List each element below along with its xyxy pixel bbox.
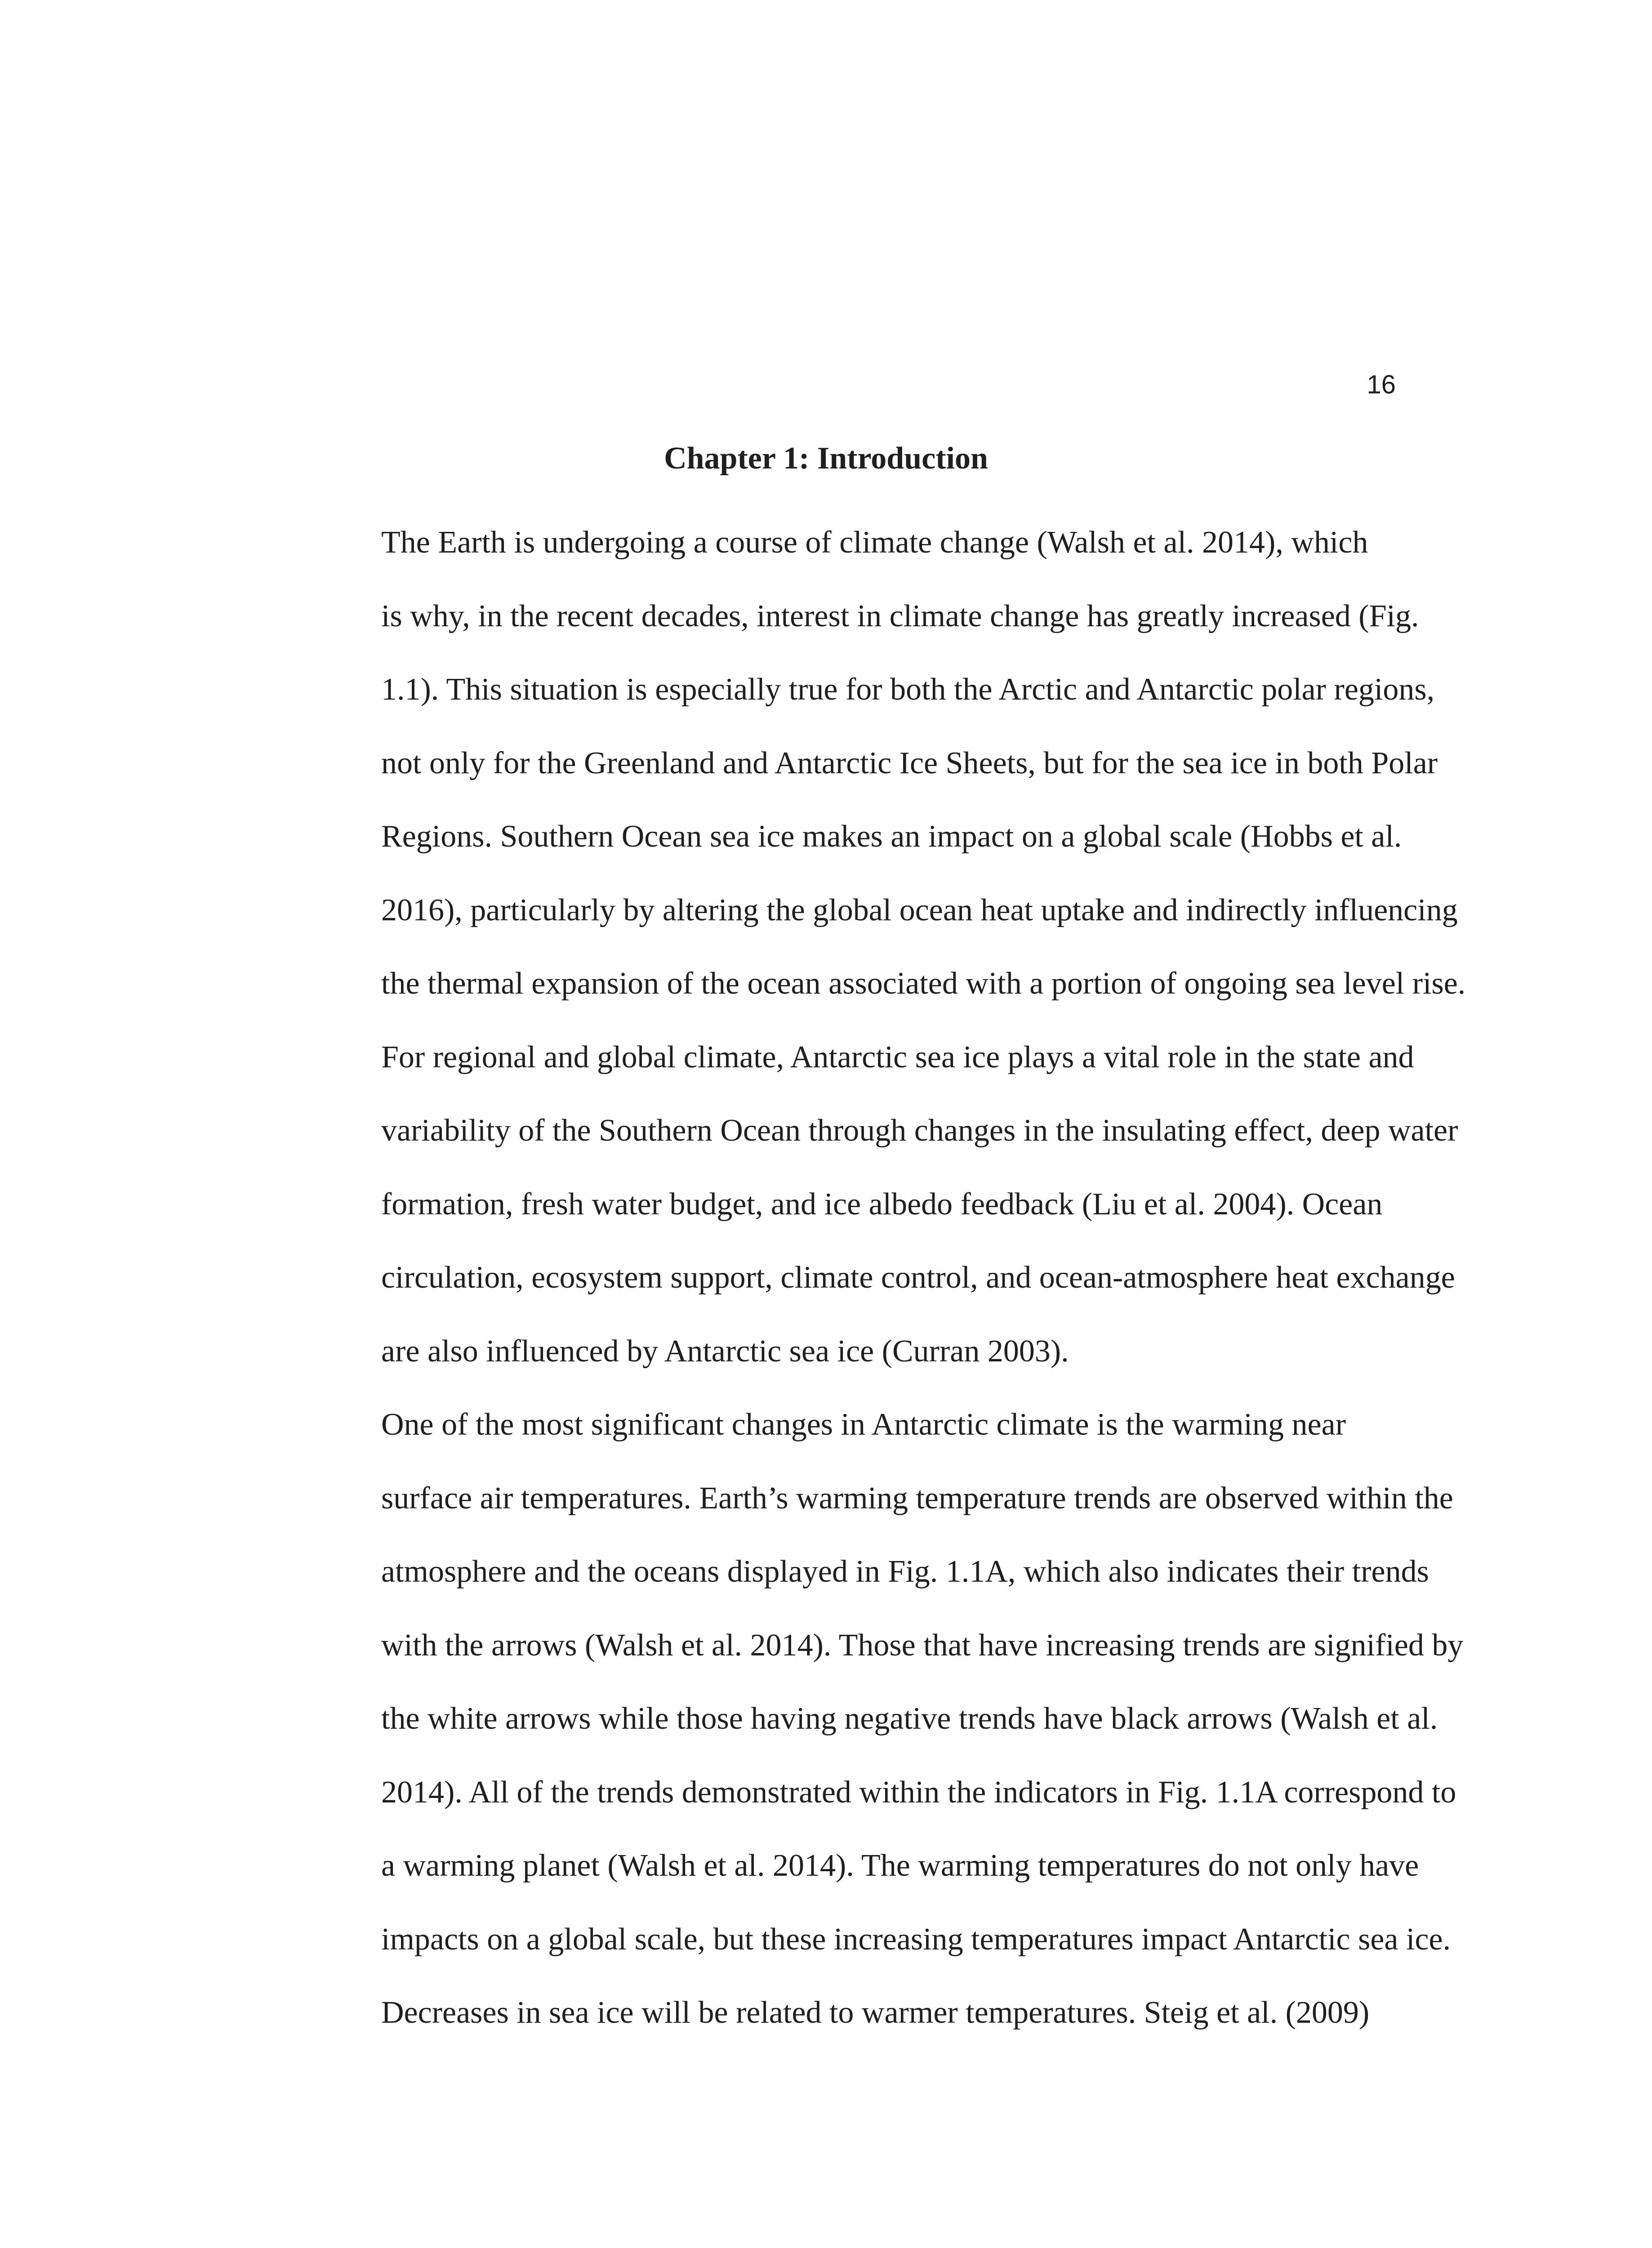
text-line: not only for the Greenland and Antarctic Ice Sheets, but for the sea ice in both Polar bbox=[381, 745, 1438, 781]
text-line: the thermal expansion of the ocean associated with a portion of ongoing sea level rise. bbox=[381, 966, 1466, 1001]
text-line: formation, fresh water budget, and ice albedo feedback (Liu et al. 2004). Ocean bbox=[381, 1186, 1383, 1222]
text-line: the white arrows while those having negative trends have black arrows (Walsh et al. bbox=[381, 1701, 1438, 1736]
text-line: a warming planet (Walsh et al. 2014). The warming temperatures do not only have bbox=[381, 1848, 1419, 1883]
paragraph bbox=[288, 1388, 1464, 2050]
text-line: 1.1). This situation is especially true for both the Arctic and Antarctic polar regions, bbox=[381, 672, 1435, 707]
text-line: impacts on a global scale, but these increasing temperatures impact Antarctic sea ice. bbox=[381, 1922, 1451, 1957]
text-line: For regional and global climate, Antarctic sea ice plays a vital role in the state and bbox=[381, 1039, 1414, 1075]
text-line: Decreases in sea ice will be related to warmer temperatures. Steig et al. (2009) bbox=[381, 1995, 1370, 2030]
text-line: circulation, ecosystem support, climate control, and ocean-atmosphere heat exchange bbox=[381, 1260, 1455, 1295]
paragraph bbox=[288, 506, 1466, 1388]
text-line: variability of the Southern Ocean through changes in the insulating effect, deep water bbox=[381, 1113, 1458, 1148]
chapter-title: Chapter 1: Introduction bbox=[664, 441, 988, 476]
text-line: surface air temperatures. Earth’s warming temperature trends are observed within the bbox=[381, 1481, 1453, 1516]
body-text bbox=[288, 506, 1466, 2050]
text-line: 2014). All of the trends demonstrated within the indicators in Fig. 1.1A correspond to bbox=[381, 1775, 1456, 1810]
text-line: One of the most significant changes in Antarctic climate is the warming near bbox=[381, 1407, 1346, 1442]
text-line: atmosphere and the oceans displayed in Fig. 1.1A, which also indicates their trends bbox=[381, 1554, 1429, 1589]
text-line: are also influenced by Antarctic sea ice (Curran 2003). bbox=[381, 1334, 1069, 1369]
text-line: 2016), particularly by altering the global ocean heat uptake and indirectly influencing bbox=[381, 892, 1458, 928]
text-line: The Earth is undergoing a course of climate change (Walsh et al. 2014), which bbox=[381, 525, 1368, 560]
text-line: Regions. Southern Ocean sea ice makes an impact on a global scale (Hobbs et al. bbox=[381, 819, 1402, 854]
text-line: is why, in the recent decades, interest in climate change has greatly increased (Fig. bbox=[381, 598, 1419, 633]
page-number: 16 bbox=[1367, 370, 1396, 399]
text-line: with the arrows (Walsh et al. 2014). Those that have increasing trends are signified by bbox=[381, 1628, 1464, 1663]
